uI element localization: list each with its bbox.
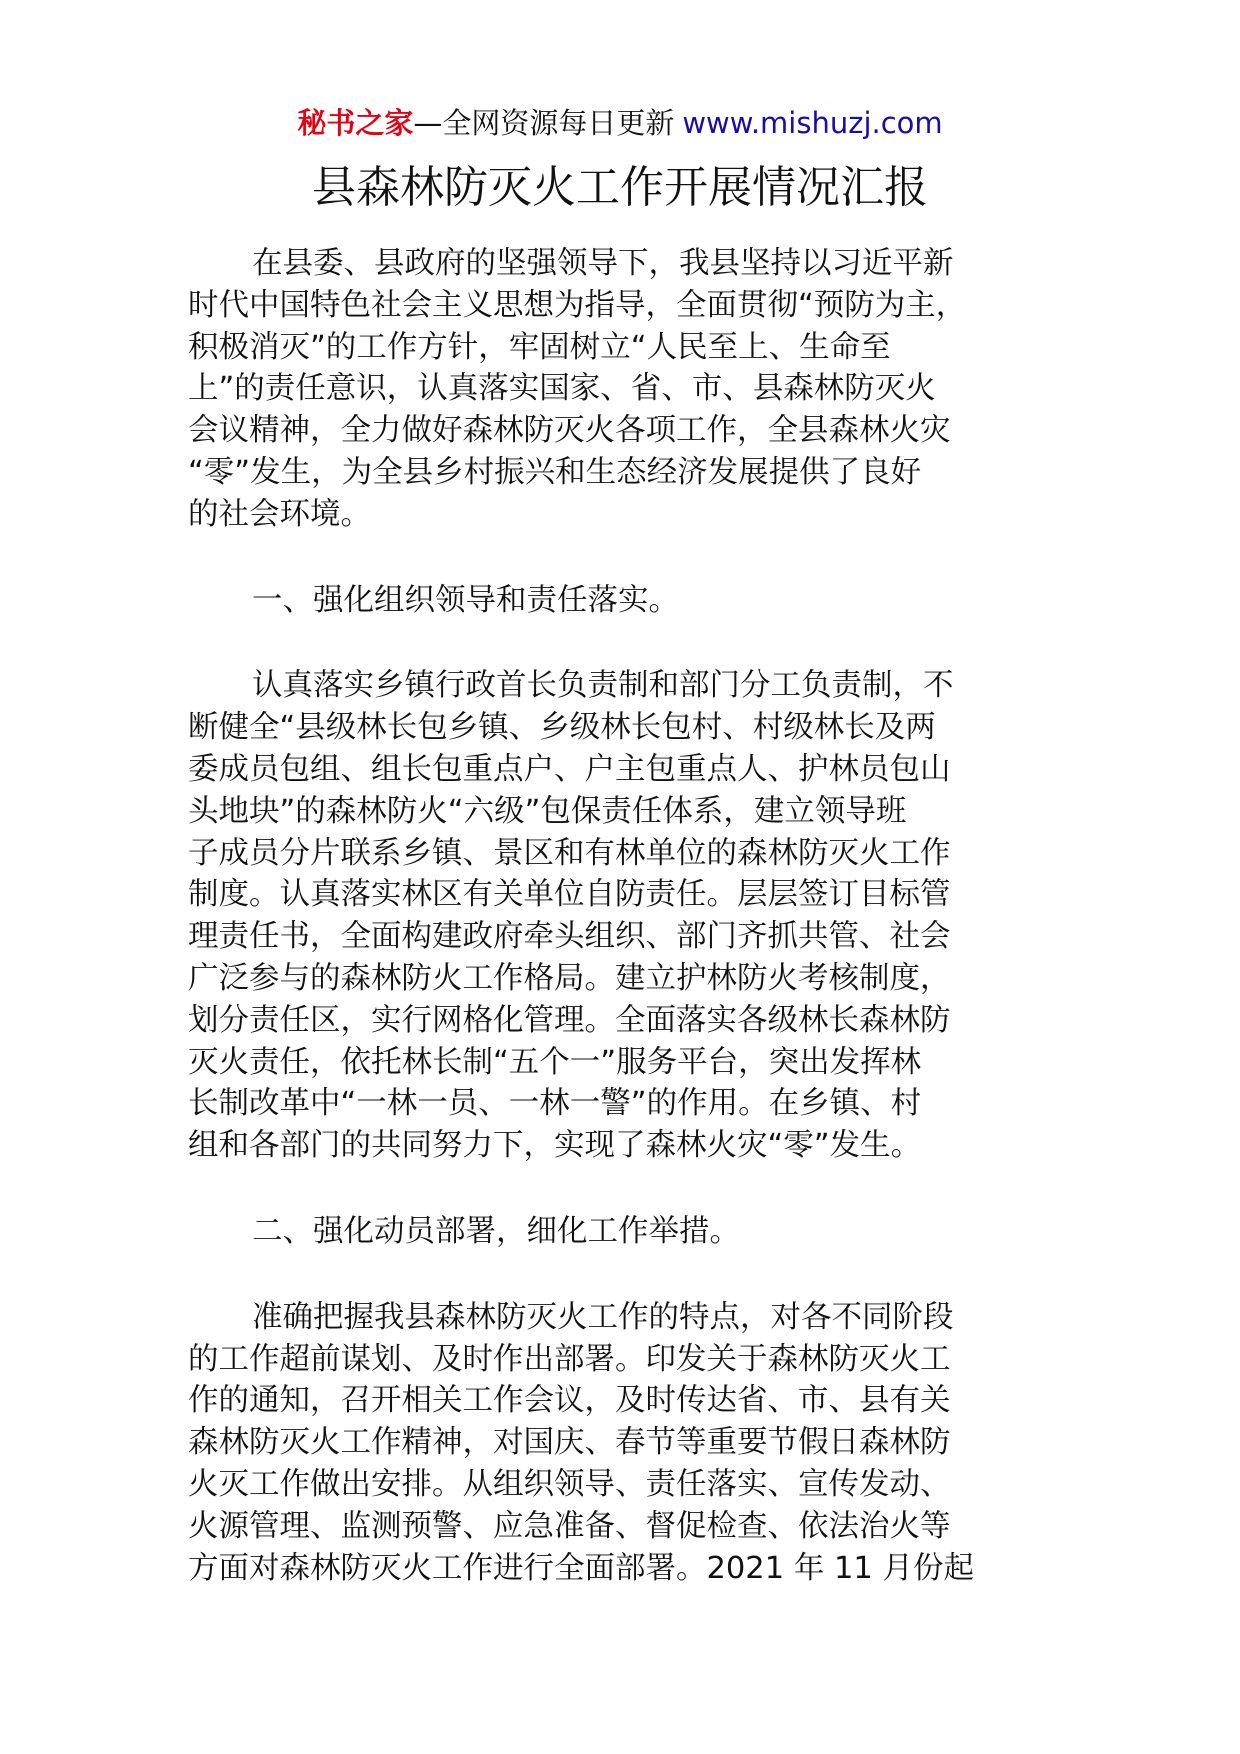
paragraph-line: 划分责任区，实行网格化管理。全面落实各级林长森林防: [188, 1002, 951, 1038]
paragraph-line: 火灭工作做出安排。从组织领导、责任落实、宣传发动、: [188, 1466, 951, 1502]
paragraph-line: 火源管理、监测预警、应急准备、督促检查、依法治火等: [188, 1508, 951, 1544]
paragraph-line: “零”发生，为全县乡村振兴和生态经济发展提供了良好: [188, 454, 922, 490]
paragraph-line: 头地块”的森林防火“六级”包保责任体系，建立领导班: [188, 793, 907, 829]
intro-paragraph: [188, 243, 1058, 536]
paragraph-line: 会议精神，全力做好森林防灭火各项工作，全县森林火灾: [188, 413, 951, 449]
paragraph-line: 方面对森林防灭火工作进行全面部署。2021 年 11 月份起: [188, 1550, 975, 1586]
paragraph-line: 断健全“县级林长包乡镇、乡级林长包村、村级林长及两: [188, 710, 936, 746]
paragraph-line: 委成员包组、组长包重点户、户主包重点人、护林员包山: [188, 751, 951, 787]
document-title: 县森林防灭火工作开展情况汇报: [312, 162, 928, 213]
document-body: [188, 243, 1058, 1633]
paragraph-line: 理责任书，全面构建政府牵头组织、部门齐抓共管、社会: [188, 919, 951, 955]
header-tagline: —全网资源每日更新: [413, 106, 675, 140]
section-heading-text: 一、强化组织领导和责任落实。: [252, 582, 679, 618]
paragraph-line: 森林防灭火工作精神，对国庆、春节等重要节假日森林防: [188, 1425, 951, 1461]
section-heading-text: 二、强化动员部署，细化工作举措。: [252, 1213, 740, 1249]
site-header: [0, 103, 1240, 143]
paragraph-line: 认真落实乡镇行政首长负责制和部门分工负责制，不: [252, 668, 954, 704]
paragraph-line: 作的通知，召开相关工作会议，及时传达省、市、县有关: [188, 1383, 951, 1419]
section-heading-1: [188, 580, 1058, 622]
paragraph-line: 准确把握我县森林防灭火工作的特点，对各不同阶段: [252, 1299, 954, 1335]
paragraph-line: 灭火责任，依托林长制“五个一”服务平台，突出发挥林: [188, 1044, 922, 1080]
paragraph-line: 积极消灭”的工作方针，牢固树立“人民至上、生命至: [188, 329, 891, 365]
brand-name: 秘书之家: [297, 106, 414, 140]
paragraph-line: 组和各部门的共同努力下，实现了森林火灾“零”发生。: [188, 1128, 922, 1164]
paragraph-line: 的工作超前谋划、及时作出部署。印发关于森林防灭火工: [188, 1341, 951, 1377]
section-2-paragraph: [188, 1297, 1058, 1590]
paragraph-line: 子成员分片联系乡镇、景区和有林单位的森林防灭火工作: [188, 835, 951, 871]
site-url-link[interactable]: www.mishuzj.com: [682, 106, 943, 140]
paragraph-line: 的社会环境。: [188, 496, 371, 532]
paragraph-line: 制度。认真落实林区有关单位自防责任。层层签订目标管: [188, 877, 951, 913]
section-heading-2: [188, 1211, 1058, 1253]
paragraph-line: 长制改革中“一林一员、一林一警”的作用。在乡镇、村: [188, 1086, 922, 1122]
paragraph-line: 广泛参与的森林防火工作格局。建立护林防火考核制度，: [188, 960, 951, 996]
section-1-paragraph: [188, 665, 1058, 1167]
paragraph-line: 在县委、县政府的坚强领导下，我县坚持以习近平新: [252, 246, 954, 281]
paragraph-line: 时代中国特色社会主义思想为指导，全面贯彻“预防为主，: [188, 287, 967, 323]
paragraph-line: 上”的责任意识，认真落实国家、省、市、县森林防灭火: [188, 371, 936, 407]
